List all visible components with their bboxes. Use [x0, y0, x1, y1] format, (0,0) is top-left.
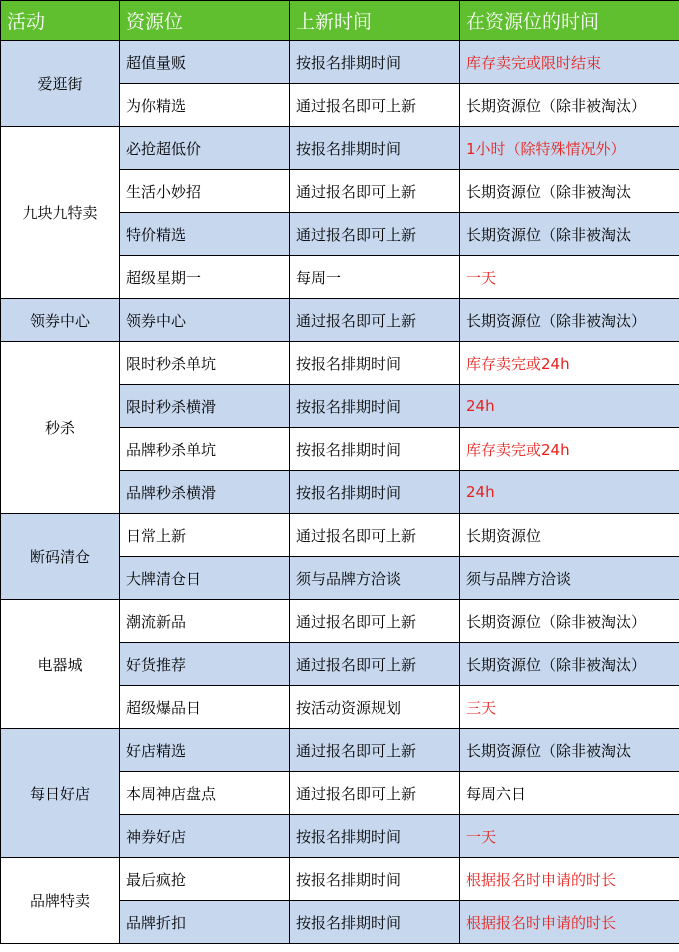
- duration-cell: 长期资源位（除非被淘汰: [460, 729, 679, 772]
- update-time-cell: 通过报名即可上新: [290, 600, 460, 643]
- slot-cell: 特价精选: [120, 213, 290, 256]
- activity-cell: 爱逛街: [1, 41, 120, 127]
- header-update-time: 上新时间: [290, 1, 460, 41]
- slot-cell: 最后疯抢: [120, 858, 290, 901]
- update-time-cell: 按报名排期时间: [290, 901, 460, 944]
- update-time-cell: 通过报名即可上新: [290, 170, 460, 213]
- slot-cell: 领券中心: [120, 299, 290, 342]
- table-row: [1, 127, 679, 170]
- activity-cell: 领券中心: [1, 299, 120, 342]
- table-row: [1, 299, 679, 342]
- duration-cell: 每周六日: [460, 772, 679, 815]
- duration-cell: 长期资源位（除非被淘汰: [460, 213, 679, 256]
- duration-cell: 须与品牌方洽谈: [460, 557, 679, 600]
- update-time-cell: 通过报名即可上新: [290, 213, 460, 256]
- table-row: [1, 41, 679, 84]
- slot-cell: 本周神店盘点: [120, 772, 290, 815]
- activity-cell: 九块九特卖: [1, 127, 120, 299]
- slot-cell: 潮流新品: [120, 600, 290, 643]
- update-time-cell: 按报名排期时间: [290, 41, 460, 84]
- slot-cell: 超级爆品日: [120, 686, 290, 729]
- slot-cell: 日常上新: [120, 514, 290, 557]
- update-time-cell: 通过报名即可上新: [290, 772, 460, 815]
- update-time-cell: 通过报名即可上新: [290, 84, 460, 127]
- header-activity: 活动: [1, 1, 120, 41]
- duration-cell: 长期资源位: [460, 514, 679, 557]
- slot-cell: 必抢超低价: [120, 127, 290, 170]
- slot-cell: 品牌秒杀横滑: [120, 471, 290, 514]
- update-time-cell: 按报名排期时间: [290, 815, 460, 858]
- slot-cell: 限时秒杀横滑: [120, 385, 290, 428]
- activity-cell: 断码清仓: [1, 514, 120, 600]
- table-row: [1, 342, 679, 385]
- update-time-cell: 通过报名即可上新: [290, 299, 460, 342]
- update-time-cell: 按报名排期时间: [290, 858, 460, 901]
- slot-cell: 生活小妙招: [120, 170, 290, 213]
- duration-cell: 长期资源位（除非被淘汰）: [460, 600, 679, 643]
- table-row: [1, 514, 679, 557]
- table-row: [1, 600, 679, 643]
- duration-cell: 根据报名时申请的时长: [460, 858, 679, 901]
- activity-cell: 电器城: [1, 600, 120, 729]
- duration-cell: 一天: [460, 815, 679, 858]
- activity-cell: 秒杀: [1, 342, 120, 514]
- update-time-cell: 通过报名即可上新: [290, 729, 460, 772]
- header-slot: 资源位: [120, 1, 290, 41]
- duration-cell: 三天: [460, 686, 679, 729]
- activity-cell: 每日好店: [1, 729, 120, 858]
- duration-cell: 根据报名时申请的时长: [460, 901, 679, 944]
- slot-cell: 为你精选: [120, 84, 290, 127]
- table-body: [1, 41, 679, 944]
- duration-cell: 1小时（除特殊情况外）: [460, 127, 679, 170]
- table-row: [1, 729, 679, 772]
- slot-cell: 超级星期一: [120, 256, 290, 299]
- update-time-cell: 按活动资源规划: [290, 686, 460, 729]
- duration-cell: 24h: [460, 385, 679, 428]
- slot-cell: 好货推荐: [120, 643, 290, 686]
- slot-cell: 神券好店: [120, 815, 290, 858]
- duration-cell: 长期资源位（除非被淘汰）: [460, 84, 679, 127]
- duration-cell: 库存卖完或24h: [460, 342, 679, 385]
- update-time-cell: 按报名排期时间: [290, 471, 460, 514]
- update-time-cell: 通过报名即可上新: [290, 514, 460, 557]
- duration-cell: 库存卖完或限时结束: [460, 41, 679, 84]
- update-time-cell: 每周一: [290, 256, 460, 299]
- slot-cell: 限时秒杀单坑: [120, 342, 290, 385]
- update-time-cell: 通过报名即可上新: [290, 643, 460, 686]
- slot-cell: 大牌清仓日: [120, 557, 290, 600]
- activity-cell: 品牌特卖: [1, 858, 120, 944]
- duration-cell: 24h: [460, 471, 679, 514]
- duration-cell: 一天: [460, 256, 679, 299]
- table-row: [1, 858, 679, 901]
- slot-cell: 品牌秒杀单坑: [120, 428, 290, 471]
- header-duration: 在资源位的时间: [460, 1, 679, 41]
- duration-cell: 长期资源位（除非被淘汰: [460, 170, 679, 213]
- update-time-cell: 按报名排期时间: [290, 385, 460, 428]
- update-time-cell: 按报名排期时间: [290, 342, 460, 385]
- header-row: [1, 1, 679, 41]
- update-time-cell: 按报名排期时间: [290, 127, 460, 170]
- update-time-cell: 须与品牌方洽谈: [290, 557, 460, 600]
- duration-cell: 长期资源位（除非被淘汰）: [460, 643, 679, 686]
- duration-cell: 长期资源位（除非被淘汰）: [460, 299, 679, 342]
- update-time-cell: 按报名排期时间: [290, 428, 460, 471]
- slot-cell: 品牌折扣: [120, 901, 290, 944]
- slot-cell: 好店精选: [120, 729, 290, 772]
- slot-cell: 超值量贩: [120, 41, 290, 84]
- duration-cell: 库存卖完或24h: [460, 428, 679, 471]
